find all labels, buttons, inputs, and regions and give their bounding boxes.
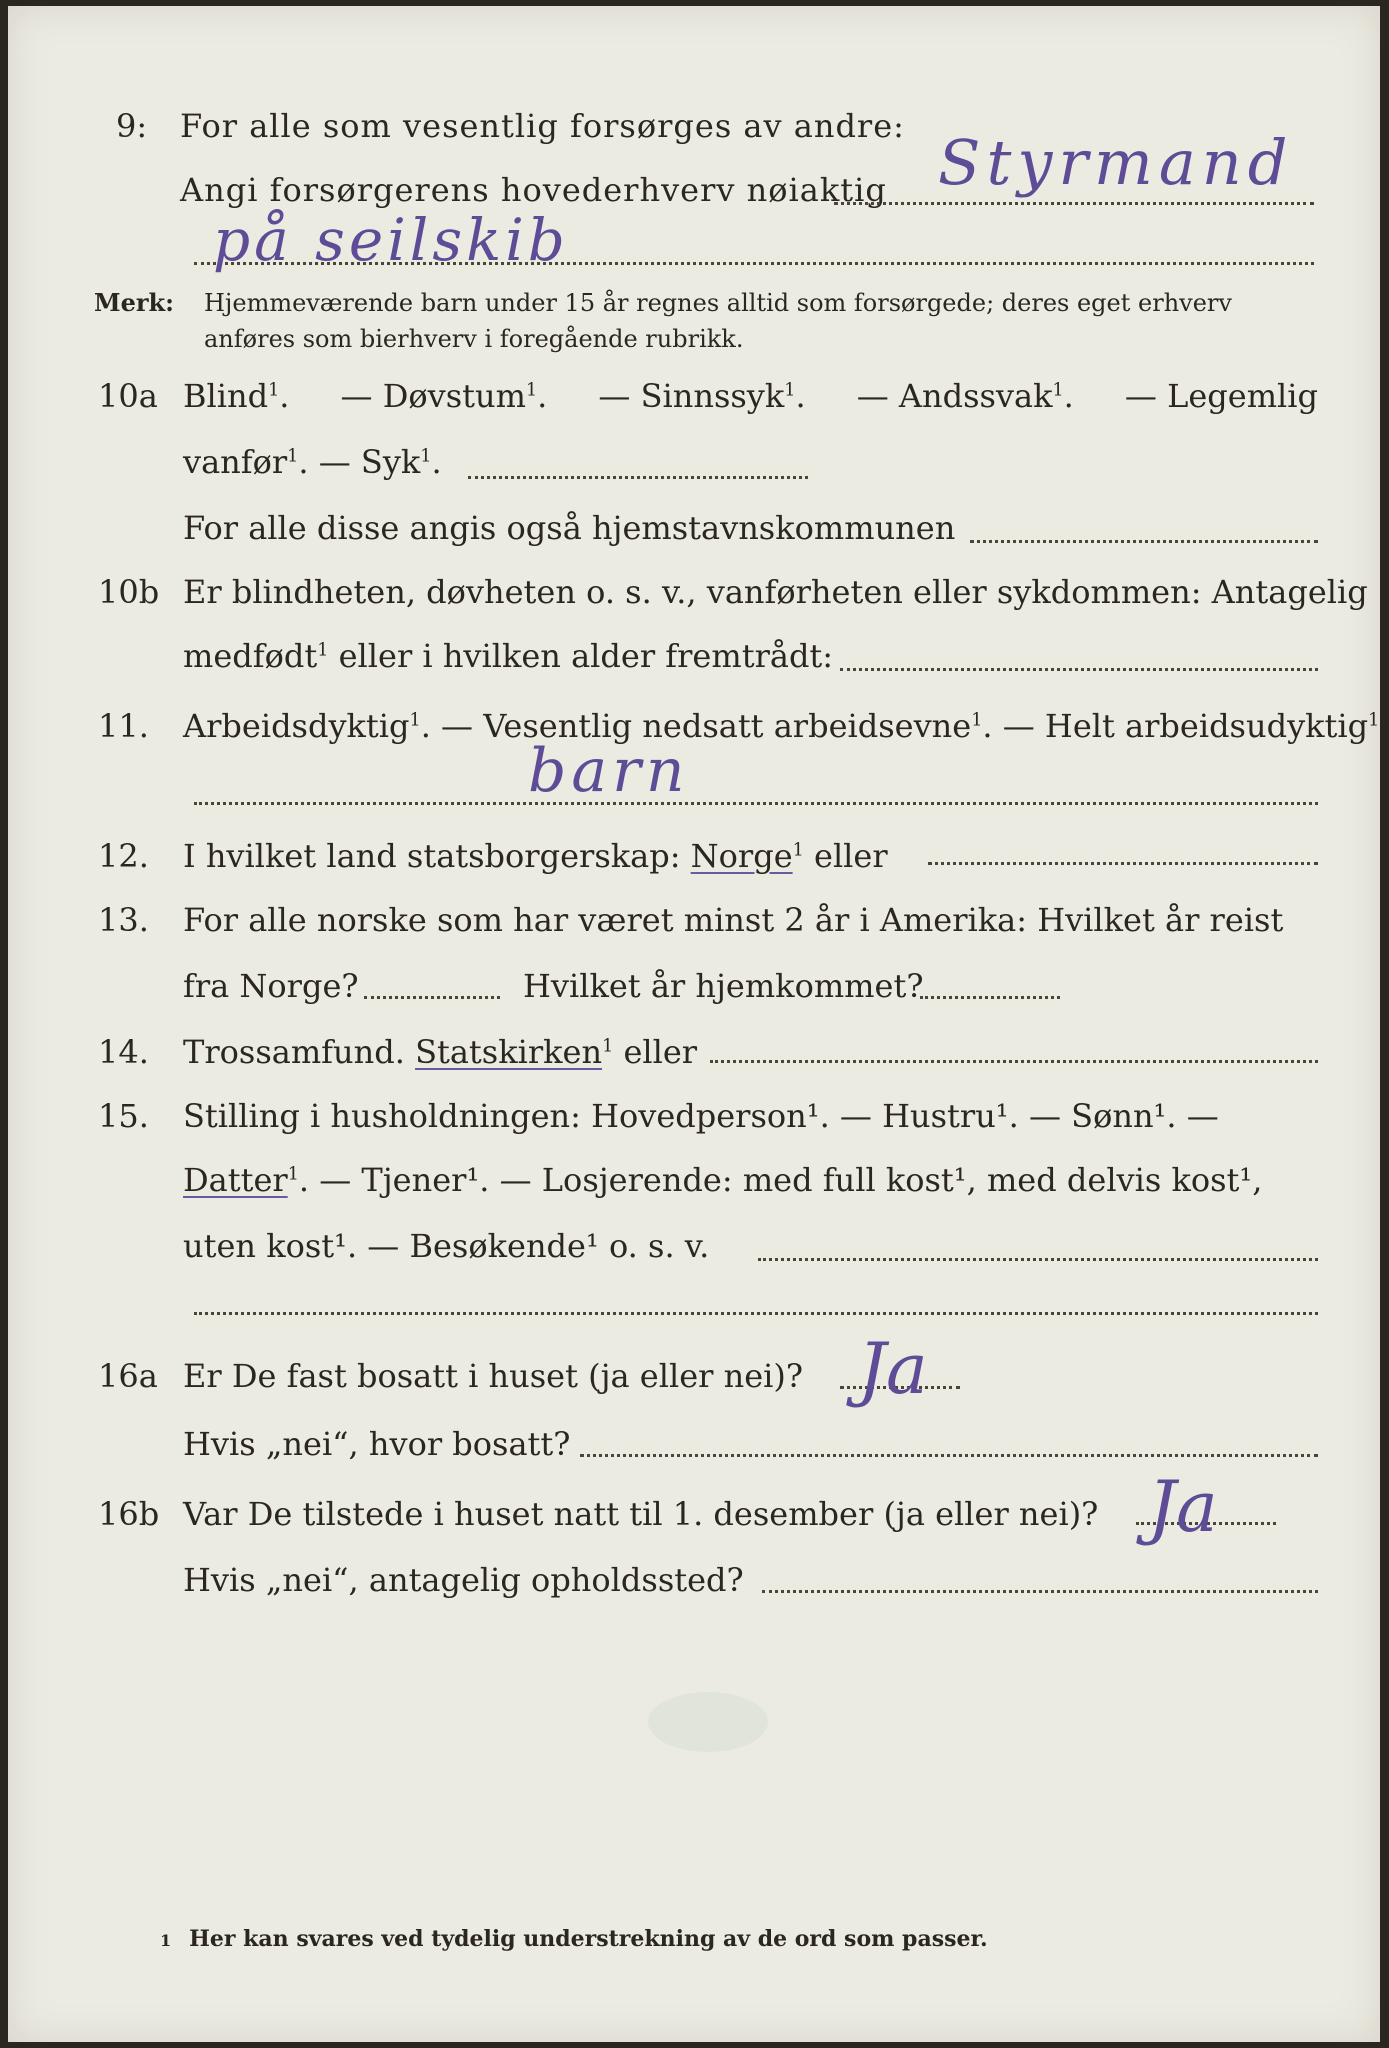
q14-line: Trossamfund. Statskirken$^1$ eller bbox=[183, 1033, 698, 1071]
q15-line3: uten kost¹. — Besøkende¹ o. s. v. bbox=[183, 1227, 710, 1265]
q10a-items bbox=[183, 376, 1318, 416]
q9-answer2-handwriting: på seilskib bbox=[213, 206, 569, 274]
merk-line2: anføres som bierhverv i foregående rubrikk. bbox=[204, 325, 744, 353]
q16a-line2: Hvis „nei“, hvor bosatt? bbox=[183, 1425, 571, 1463]
q11-answer-handwriting: barn bbox=[528, 736, 690, 806]
q10b-line1: Er blindheten, døvheten o. s. v., vanførheten eller sykdommen: Antagelig bbox=[183, 573, 1368, 611]
q10a-option-legemlig: — Legemlig bbox=[1124, 377, 1318, 415]
census-form-page bbox=[8, 6, 1389, 2042]
q11-line1: Arbeidsdyktig$^1$. — Vesentlig nedsatt arbeidsevne$^1$. — Helt arbeidsudyktig$^1$. bbox=[183, 707, 1389, 745]
q9-line2: Angi forsørgerens hovederhverv nøiaktig bbox=[180, 171, 887, 209]
q10a-number: 10a bbox=[98, 377, 158, 415]
q15-answer-line bbox=[758, 1258, 1318, 1261]
q9-answer1-handwriting: Styrmand bbox=[938, 126, 1294, 199]
q10a-syk-line bbox=[468, 476, 808, 479]
q11-number: 11. bbox=[98, 707, 149, 745]
q10a-line2: vanfør$^1$. — Syk$^1$. bbox=[183, 443, 442, 481]
q16b-line2: Hvis „nei“, antagelig opholdssted? bbox=[183, 1561, 744, 1599]
q13-hjemkommet-line bbox=[920, 996, 1060, 999]
faint-stain bbox=[648, 1692, 768, 1752]
q15-line1: Stilling i husholdningen: Hovedperson¹. — Hustru¹. — Sønn¹. — bbox=[183, 1097, 1219, 1135]
q16a-answer-handwriting: Ja bbox=[858, 1328, 928, 1410]
q15-line2: Datter$^1$. — Tjener¹. — Losjerende: med full kost¹, med delvis kost¹, bbox=[183, 1161, 1263, 1199]
q10a-option-dovstum: — Døvstum$^1$. bbox=[340, 377, 548, 415]
q11-answer-line bbox=[194, 802, 1318, 805]
q14-number: 14. bbox=[98, 1033, 149, 1071]
q12-number: 12. bbox=[98, 837, 149, 875]
q15-option-datter: Datter bbox=[183, 1161, 288, 1199]
q9-line1: For alle som vesentlig forsørges av andre: bbox=[180, 107, 905, 145]
q10b-number: 10b bbox=[98, 573, 160, 611]
q16b-opholdssted-line bbox=[762, 1590, 1318, 1593]
q16b-answer-handwriting: Ja bbox=[1148, 1466, 1218, 1548]
q16a-bosatt-line bbox=[580, 1454, 1318, 1457]
q15-extra-line bbox=[194, 1312, 1318, 1315]
q9-number: 9: bbox=[116, 107, 148, 145]
q12-line: I hvilket land statsborgerskap: Norge$^1$ eller bbox=[183, 837, 888, 875]
q12-answer-line bbox=[928, 862, 1318, 865]
q10b-answer-line bbox=[840, 668, 1318, 671]
merk-line1: Hjemmeværende barn under 15 år regnes alltid som forsørgede; deres eget erhverv bbox=[204, 289, 1232, 317]
q16b-line1: Var De tilstede i huset natt til 1. desember (ja eller nei)? bbox=[183, 1495, 1099, 1533]
q10a-option-blind: Blind$^1$. bbox=[183, 377, 290, 415]
footnote-text: Her kan svares ved tydelig understrekning av de ord som passer. bbox=[189, 1926, 988, 1952]
q10a-option-sinnssyk: — Sinnssyk$^1$. bbox=[598, 377, 806, 415]
q9-answer-line1 bbox=[834, 202, 1314, 205]
q14-answer-line bbox=[710, 1060, 1318, 1063]
q13-number: 13. bbox=[98, 901, 149, 939]
q13-reist-line bbox=[364, 996, 500, 999]
q10a-hjemstavn-line bbox=[970, 540, 1318, 543]
merk-label: Merk: bbox=[94, 288, 174, 317]
q10b-line2: medfødt$^1$ eller i hvilken alder fremtrådt: bbox=[183, 637, 834, 675]
q12-option-norge: Norge bbox=[690, 837, 793, 875]
footnote-mark: 1 bbox=[160, 1931, 172, 1950]
q13-line1: For alle norske som har været minst 2 år i Amerika: Hvilket år reist bbox=[183, 901, 1284, 939]
q10a-line3: For alle disse angis også hjemstavnskommunen bbox=[183, 509, 956, 547]
q16a-line1: Er De fast bosatt i huset (ja eller nei)? bbox=[183, 1357, 804, 1395]
q16b-number: 16b bbox=[98, 1495, 160, 1533]
q15-number: 15. bbox=[98, 1097, 149, 1135]
q13-line2a: fra Norge? bbox=[183, 967, 359, 1005]
q10a-option-andssvak: — Andssvak$^1$. bbox=[856, 377, 1074, 415]
footnote bbox=[160, 1924, 988, 1956]
q14-option-statskirken: Statskirken bbox=[415, 1033, 603, 1071]
q13-line2b: Hvilket år hjemkommet? bbox=[523, 967, 924, 1005]
q16a-number: 16a bbox=[98, 1357, 158, 1395]
